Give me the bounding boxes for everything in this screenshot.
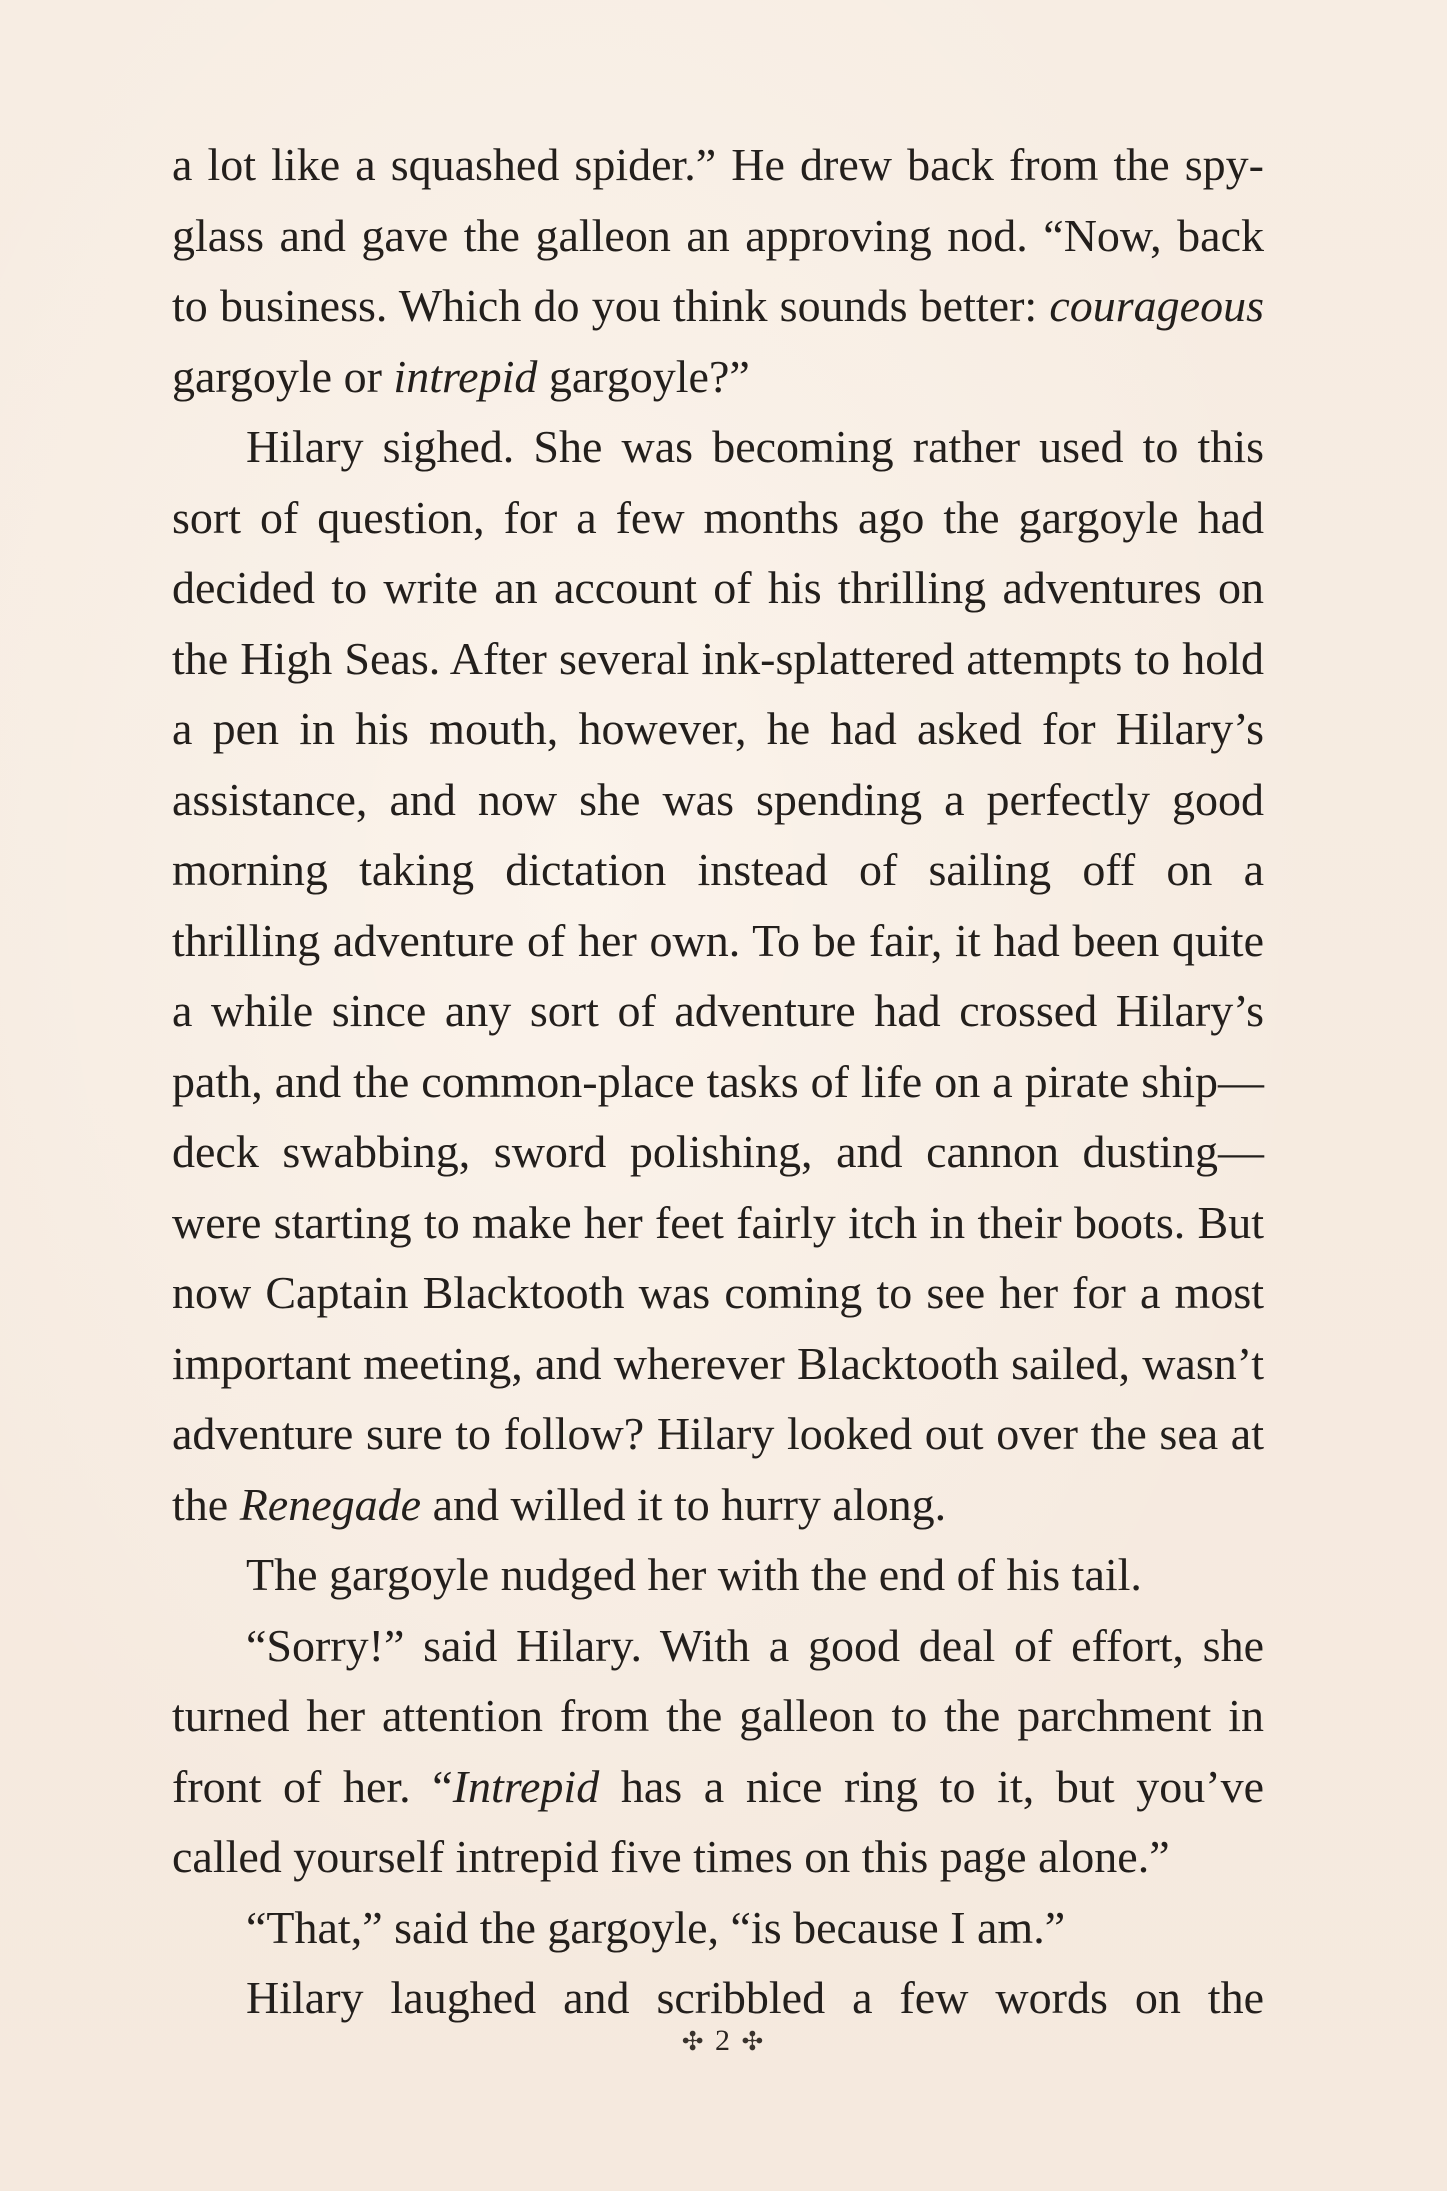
text-run: “Sorry!” said Hilary. With a good deal of effort, she turned her attention from the galleon to the parchment in front of her. “ bbox=[172, 1619, 1264, 1812]
folio-number: 2 bbox=[715, 2024, 732, 2057]
folio-ornament-left: ✣ bbox=[681, 2027, 706, 2056]
italic-text: Renegade bbox=[239, 1478, 422, 1530]
paragraph bbox=[172, 1963, 1264, 2034]
text-run: “That,” said the gargoyle, “is because I am.” bbox=[246, 1901, 1066, 1953]
paragraph bbox=[172, 412, 1264, 1540]
paragraph bbox=[172, 1611, 1264, 1893]
text-run: Hilary sighed. She was becoming rather used to this sort of question, for a few months ago the gargoyle had decided to write an account of his thrilling adventures on the High Seas. After several ink-splattered attempts to hold a pen in his mouth, however, he had asked for Hilary’s assistance, and now she was spending a perfectly good morning taking dictation instead of sailing off on a thrilling adventure of her own. To be fair, it had been quite a while since any sort of adventure had crossed Hilary’s path, and the common-place tasks of life on a pirate ship—deck swabbing, sword polishing, and cannon dusting—were starting to make her feet fairly itch in their boots. But now Captain Blacktooth was coming to see her for a most important meeting, and wherever Blacktooth sailed, wasn’t adventure sure to follow? Hilary looked out over the sea at the bbox=[172, 421, 1264, 1530]
text-run: Hilary laughed and scribbled a few words on the bbox=[246, 1972, 1264, 2023]
text-run: gargoyle or bbox=[172, 350, 394, 402]
italic-text: intrepid bbox=[393, 350, 538, 402]
body-text bbox=[172, 130, 1264, 2034]
text-run: The gargoyle nudged her with the end of his tail. bbox=[246, 1549, 1142, 1600]
page-number bbox=[0, 2024, 1447, 2058]
text-run: and willed it to hurry along. bbox=[421, 1478, 947, 1530]
text-run: has a nice ring to it, but you’ve called yourself intrepid five times on this page alone.” bbox=[172, 1760, 1264, 1882]
paragraph bbox=[172, 1893, 1264, 1964]
paragraph bbox=[172, 130, 1264, 412]
text-run: a lot like a squashed spider.” He drew back from the spy-glass and gave the galleon an approving nod. “Now, back to business. Which do you think sounds better: bbox=[172, 139, 1264, 331]
text-run: gargoyle?” bbox=[537, 350, 750, 402]
italic-text: Intrepid bbox=[452, 1760, 600, 1812]
folio-ornament-right: ✣ bbox=[741, 2027, 766, 2056]
italic-text: courageous bbox=[1049, 280, 1264, 331]
paragraph bbox=[172, 1540, 1264, 1611]
